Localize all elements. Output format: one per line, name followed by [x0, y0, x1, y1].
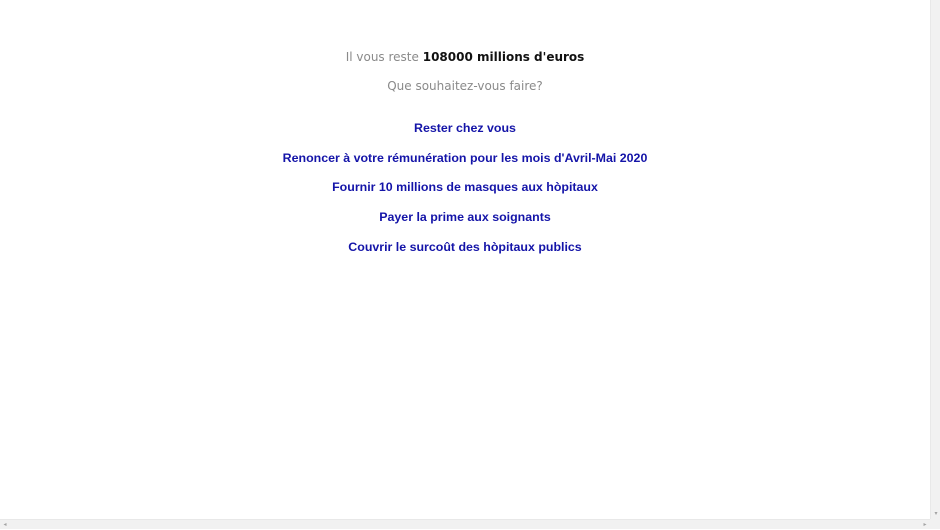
remaining-budget-text [0, 50, 930, 64]
vertical-scrollbar[interactable] [930, 0, 940, 519]
remaining-budget-amount: 108000 millions d'euros [422, 50, 585, 64]
choice-item [0, 238, 930, 268]
scroll-down-arrow-icon[interactable]: ▾ [934, 511, 938, 517]
choice-list [0, 119, 930, 267]
choice-item [0, 208, 930, 238]
scroll-right-arrow-icon[interactable]: ▸ [923, 522, 927, 528]
choice-item [0, 178, 930, 208]
choice-item [0, 149, 930, 179]
scrollbar-corner [930, 519, 940, 529]
scroll-left-arrow-icon[interactable]: ◂ [3, 522, 7, 528]
choice-link-stay-home[interactable]: Rester chez vous [414, 121, 516, 135]
choice-link-renounce-salary[interactable]: Renoncer à votre rémunération pour les mois d'Avril-Mai 2020 [282, 150, 648, 165]
choice-link-supply-masks[interactable]: Fournir 10 millions de masques aux hòpitaux [332, 180, 598, 195]
choice-link-cover-hospital-costs[interactable]: Couvrir le surcoût des hòpitaux publics [348, 239, 582, 254]
choice-item [0, 119, 930, 149]
question-prompt: Que souhaitez-vous faire? [387, 79, 543, 93]
horizontal-scrollbar[interactable] [0, 519, 930, 529]
choice-link-pay-bonus[interactable]: Payer la prime aux soignants [379, 210, 551, 225]
remaining-budget-prefix: Il vous reste [345, 50, 419, 64]
